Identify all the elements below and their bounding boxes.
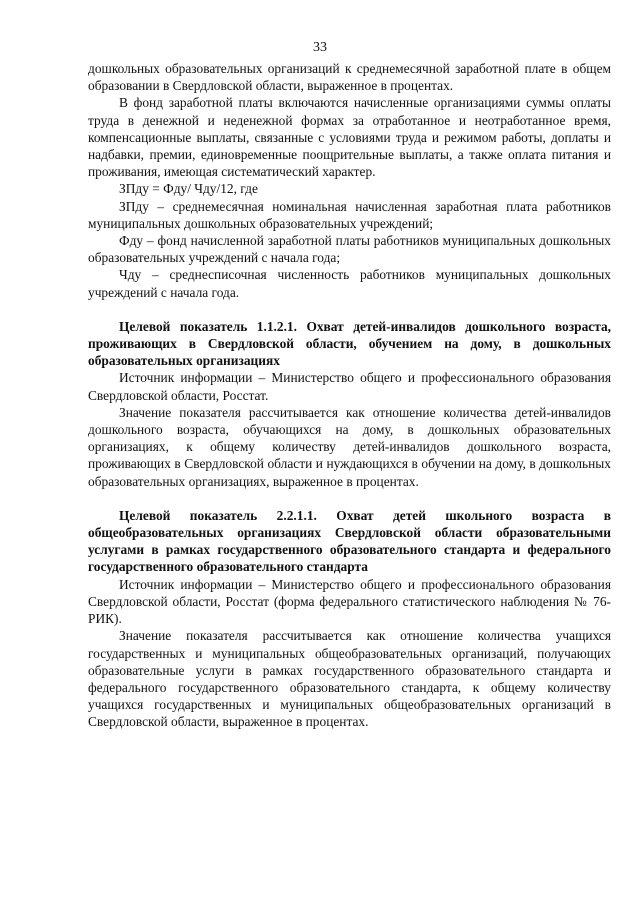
indicator-heading-2211: Целевой показатель 2.2.1.1. Охват детей школьного возраста в общеобразовательных организациях Свердловской области образовательными услугами в рамках государственного образовательного стандарта и федерального государственного образовательного стандарта (88, 507, 611, 575)
definition-chdu: Чду – среднесписочная численность работников муниципальных дошкольных учреждений с начала года. (88, 267, 611, 300)
indicator-source-1121: Источник информации – Министерство общего и профессионального образования Свердловской области, Росстат. (88, 370, 611, 403)
indicator-value-1121: Значение показателя рассчитывается как отношение количества детей-инвалидов дошкольного возраста, обучающихся на дому, в дошкольных образовательных организациях, к общему количеству детей-инвалидов дошкольного возраста, проживающих в Свердловской области и нуждающихся в обучении на дому, в дошкольных образовательных организациях, выраженное в процентах. (88, 404, 611, 489)
indicator-source-2211: Источник информации – Министерство общего и профессионального образования Свердловской области, Росстат (форма федерального статистического наблюдения № 76-РИК). (88, 576, 611, 627)
page-number: 33 (313, 40, 327, 55)
indicator-heading-1121: Целевой показатель 1.1.2.1. Охват детей-инвалидов дошкольного возраста, проживающих в Свердловской области, обучением на дому, в дошкольных образовательных организациях (88, 318, 611, 369)
paragraph-wage-fund: В фонд заработной платы включаются начисленные организациями суммы оплаты труда в денежной и неденежной формах за отработанное и неотработанное время, компенсационные выплаты, связанные с условиями труда и режимом работы, доплаты и надбавки, премии, единовременные поощрительные выплаты, а также оплата питания и проживания, имеющая систематический характер. (88, 95, 611, 180)
definition-fdu: Фду – фонд начисленной заработной платы работников муниципальных дошкольных образовательных учреждений с начала года; (88, 233, 611, 266)
paragraph-continuation: дошкольных образовательных организаций к среднемесячной заработной плате в общем образовании в Свердловской области, выраженное в процентах. (88, 61, 611, 94)
formula-line: ЗПду = Фду/ Чду/12, где (119, 181, 258, 197)
document-body (88, 60, 611, 731)
indicator-value-2211: Значение показателя рассчитывается как отношение количества учащихся государственных и муниципальных общеобразовательных организаций, получающих образовательные услуги в рамках государственного образовательного стандарта и федерального государственного образовательного стандарта, к общему количеству учащихся государственных и муниципальных общеобразовательных организаций в Свердловской области, выраженное в процентах. (88, 628, 611, 730)
definition-zpdu: ЗПду – среднемесячная номинальная начисленная заработная плата работников муниципальных дошкольных образовательных учреждений; (88, 198, 611, 231)
